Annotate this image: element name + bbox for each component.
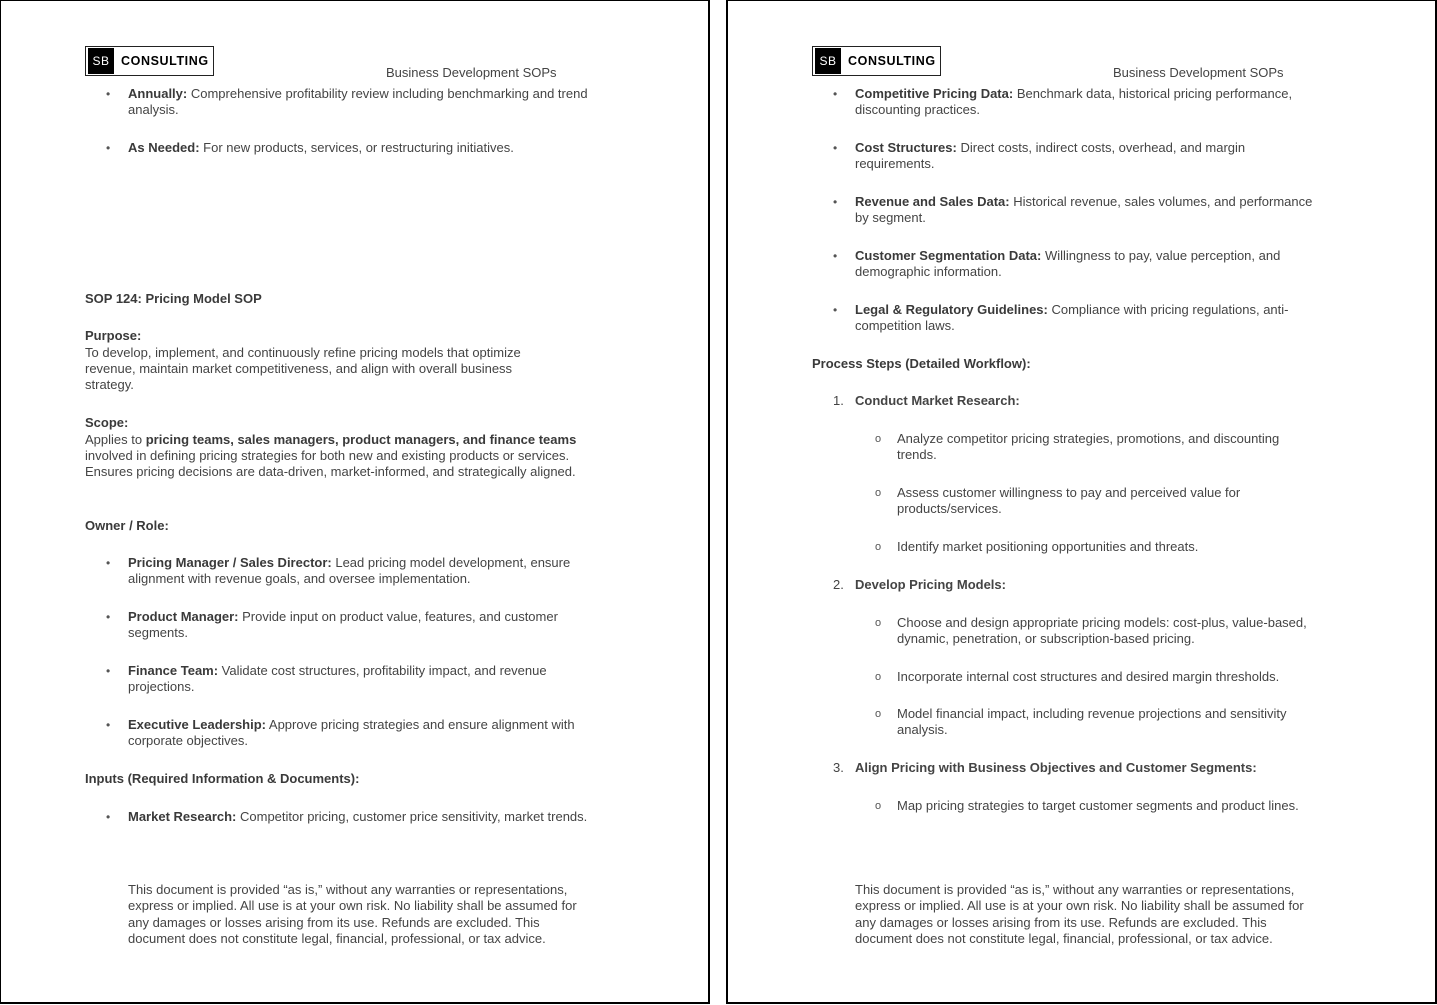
sub-list-item: o Analyze competitor pricing strategies, promotions, and discounting trends. (897, 431, 1317, 463)
sub-list-item: o Identify market positioning opportunities and threats. (897, 539, 1317, 555)
item-label: Finance Team: (128, 663, 219, 678)
document-page-1 (0, 0, 710, 1004)
process-step (833, 760, 1315, 776)
disclaimer: This document is provided “as is,” without any warranties or representations, express or implied. All use is at your own risk. No liability shall be assumed for any damages or losses arising from its use. Refunds are excluded. This document does not constitute legal, financial, professional, or tax advice. (128, 882, 577, 947)
item-text: Willingness to pay, value perception, and demographic information. (855, 248, 1281, 280)
owner-heading: Owner / Role: (85, 518, 169, 533)
item-label: Customer Segmentation Data: (855, 248, 1042, 263)
document-page-2 (726, 0, 1437, 1004)
purpose-heading: Purpose: (85, 328, 142, 343)
logo-text: CONSULTING (121, 54, 209, 68)
list-item (128, 555, 588, 587)
logo-mark: SB (88, 48, 114, 74)
item-text: Compliance with pricing regulations, anti-competition laws. (855, 302, 1289, 334)
item-text: Competitor pricing, customer price sensitivity, market trends. (236, 809, 588, 824)
list-item (128, 86, 588, 118)
item-text: Comprehensive profitability review including benchmarking and trend analysis. (128, 86, 588, 118)
step-number: 1. (833, 393, 844, 408)
item-text: Approve pricing strategies and ensure alignment with corporate objectives. (128, 717, 575, 749)
item-label: Legal & Regulatory Guidelines: (855, 302, 1048, 317)
sub-list-item: o Incorporate internal cost structures and desired margin thresholds. (897, 669, 1327, 685)
process-heading: Process Steps (Detailed Workflow): (812, 356, 1031, 371)
list-item (855, 194, 1315, 226)
process-step (833, 577, 1315, 593)
item-text: Lead pricing model development, ensure alignment with revenue goals, and oversee implementation. (128, 555, 571, 587)
step-title: Develop Pricing Models: (855, 577, 1006, 592)
scope-suffix: involved in defining pricing strategies for both new and existing products or services. Ensures pricing decisions are data-driven, market-informed, and strategically aligned. (85, 448, 576, 480)
list-item (855, 248, 1315, 280)
item-text: Direct costs, indirect costs, overhead, and margin requirements. (855, 140, 1246, 172)
disclaimer: This document is provided “as is,” without any warranties or representations, express or implied. All use is at your own risk. No liability shall be assumed for any damages or losses arising from its use. Refunds are excluded. This document does not constitute legal, financial, professional, or tax advice. (855, 882, 1304, 947)
sub-list-item: o Choose and design appropriate pricing models: cost-plus, value-based, dynamic, penetration, or subscription-based pricing. (897, 615, 1317, 647)
item-label: Product Manager: (128, 609, 239, 624)
item-label: Competitive Pricing Data: (855, 86, 1014, 101)
sop-title: SOP 124: Pricing Model SOP (85, 291, 262, 306)
scope-heading: Scope: (85, 415, 129, 430)
item-text: Validate cost structures, profitability impact, and revenue projections. (128, 663, 547, 695)
scope-text (85, 432, 580, 481)
item-label: Cost Structures: (855, 140, 957, 155)
step-number: 2. (833, 577, 844, 592)
item-label: Pricing Manager / Sales Director: (128, 555, 332, 570)
list-item (128, 609, 588, 641)
list-item (128, 663, 588, 695)
scope-prefix: Applies to (85, 432, 146, 447)
item-label: Market Research: (128, 809, 237, 824)
item-text: For new products, services, or restructuring initiatives. (199, 140, 514, 155)
list-item (855, 86, 1315, 118)
sub-list-item: o Assess customer willingness to pay and perceived value for products/services. (897, 485, 1317, 517)
item-text: Benchmark data, historical pricing performance, discounting practices. (855, 86, 1293, 118)
list-item (855, 140, 1315, 172)
inputs-heading: Inputs (Required Information & Documents): (85, 771, 360, 786)
item-text: Historical revenue, sales volumes, and performance by segment. (855, 194, 1313, 226)
company-logo (812, 46, 941, 76)
list-item (128, 809, 588, 825)
list-item (128, 140, 588, 156)
document-header-title: Business Development SOPs (386, 65, 557, 80)
sub-list-item: o Map pricing strategies to target customer segments and product lines. (897, 798, 1317, 814)
document-header-title: Business Development SOPs (1113, 65, 1284, 80)
purpose-text: To develop, implement, and continuously refine pricing models that optimize revenue, maintain market competitiveness, and align with overall business strategy. (85, 345, 521, 393)
company-logo (85, 46, 214, 76)
step-title: Align Pricing with Business Objectives and Customer Segments: (855, 760, 1257, 775)
item-label: As Needed: (128, 140, 200, 155)
scope-audience: pricing teams, sales managers, product managers, and finance teams (145, 432, 577, 447)
item-label: Annually: (128, 86, 188, 101)
logo-mark: SB (815, 48, 841, 74)
sub-list-item: o Model financial impact, including revenue projections and sensitivity analysis. (897, 706, 1327, 738)
step-title: Conduct Market Research: (855, 393, 1020, 408)
item-text: Provide input on product value, features, and customer segments. (128, 609, 558, 641)
list-item (128, 717, 588, 749)
logo-text: CONSULTING (848, 54, 936, 68)
list-item (855, 302, 1315, 334)
item-label: Executive Leadership: (128, 717, 266, 732)
item-label: Revenue and Sales Data: (855, 194, 1010, 209)
process-step (833, 393, 1315, 409)
step-number: 3. (833, 760, 844, 775)
